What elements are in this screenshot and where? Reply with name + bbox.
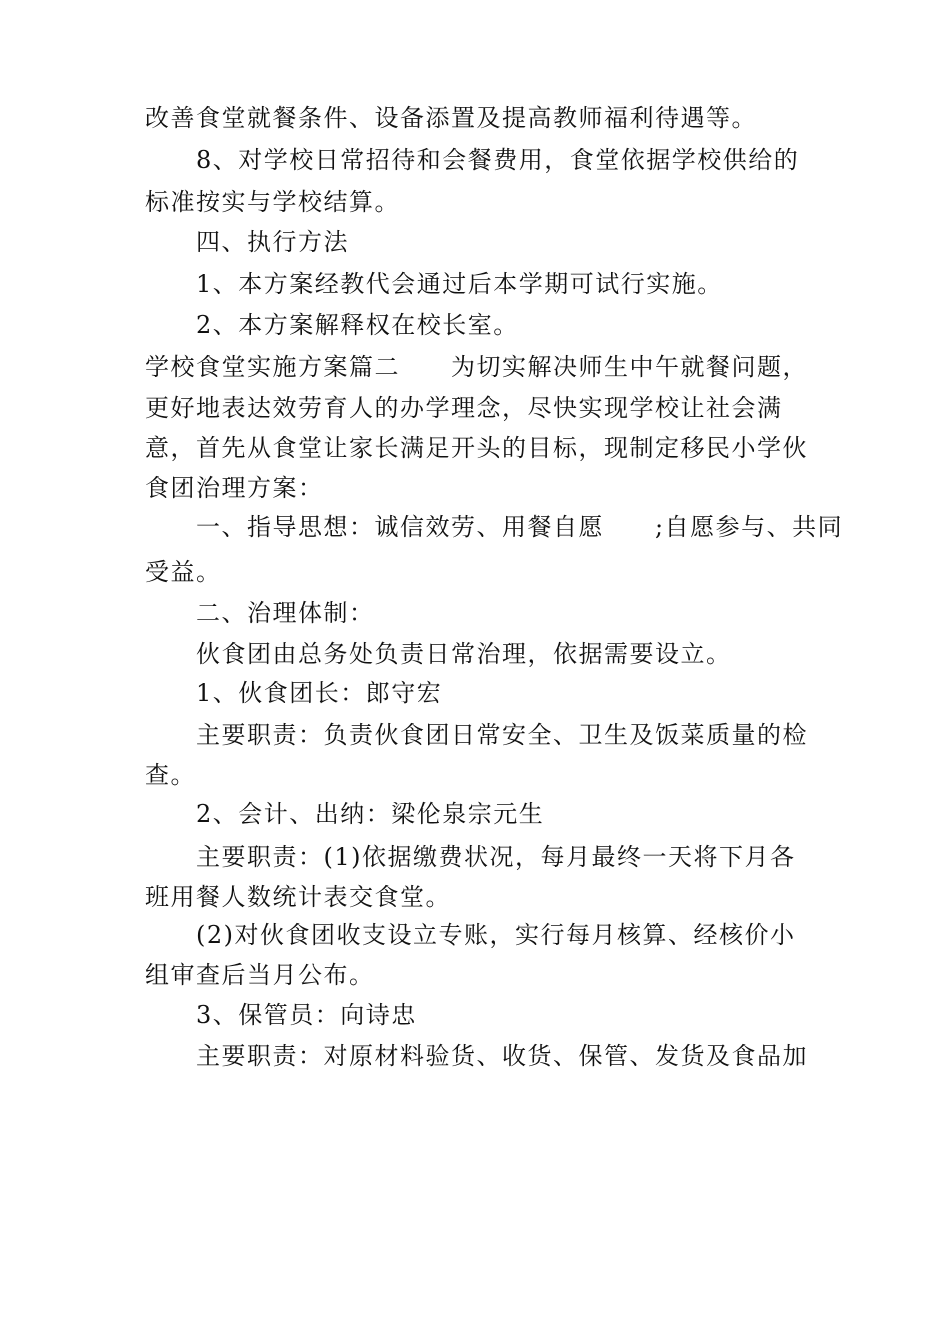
- text-line: 食团治理方案：: [145, 474, 324, 502]
- text-line: (2)对伙食团收支设立专账，实行每月核算、经核价小: [196, 921, 796, 949]
- text-line: 1、伙食团长：郎守宏: [196, 679, 443, 707]
- text-line: 主要职责：(1)依据缴费状况，每月最终一天将下月各: [196, 843, 796, 871]
- text-line: 2、会计、出纳：梁伦泉宗元生: [196, 800, 545, 828]
- text-line: 标准按实与学校结算。: [145, 188, 400, 216]
- text-line: 2、本方案解释权在校长室。: [196, 311, 519, 339]
- text-line: 1、本方案经教代会通过后本学期可试行实施。: [196, 270, 723, 298]
- text-line: 学校食堂实施方案篇二 为切实解决师生中午就餐问题，: [145, 353, 808, 381]
- text-line: 班用餐人数统计表交食堂。: [145, 883, 451, 911]
- section-heading: 一、指导思想：诚信效劳、用餐自愿 ;自愿参与、共同: [196, 513, 844, 541]
- text-line: 8、对学校日常招待和会餐费用，食堂依据学校供给的: [196, 146, 800, 174]
- text-line: 意，首先从食堂让家长满足开头的目标，现制定移民小学伙: [145, 434, 808, 462]
- section-heading: 四、执行方法: [196, 228, 349, 256]
- text-line: 主要职责：对原材料验货、收货、保管、发货及食品加: [196, 1042, 808, 1070]
- text-line: 受益。: [145, 558, 222, 586]
- text-line: 主要职责：负责伙食团日常安全、卫生及饭菜质量的检: [196, 721, 808, 749]
- section-heading: 二、治理体制：: [196, 599, 375, 627]
- text-line: 组审查后当月公布。: [145, 961, 375, 989]
- text-line: 改善食堂就餐条件、设备添置及提高教师福利待遇等。: [145, 104, 757, 132]
- text-line: 查。: [145, 761, 196, 789]
- text-line: 3、保管员：向诗忠: [196, 1001, 417, 1029]
- text-line: 伙食团由总务处负责日常治理，依据需要设立。: [196, 640, 732, 668]
- text-line: 更好地表达效劳育人的办学理念，尽快实现学校让社会满: [145, 394, 783, 422]
